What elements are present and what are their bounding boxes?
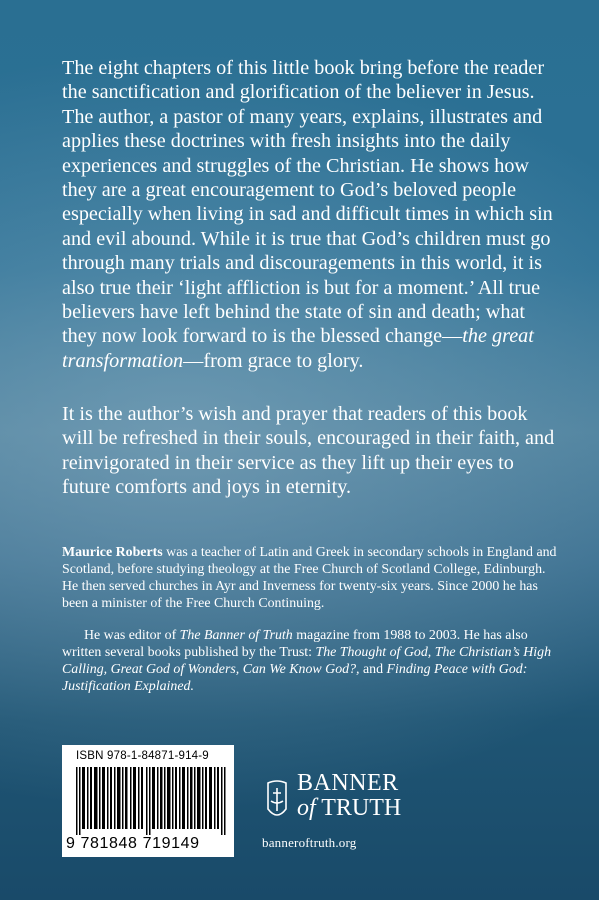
book-titles: The Thought of God, The Christian’s High Calling, Great God of Wonders, Can We Know God?,: [62, 645, 552, 677]
author-bio-text: He was editor of: [84, 628, 180, 643]
publisher-website: banneroftruth.org: [262, 835, 357, 850]
author-bio-paragraph-1: [62, 544, 562, 612]
blurb-paragraph-2: It is the author’s wish and prayer that readers of this book will be refreshed in their souls, encouraged in their faith, and reinvigorated in their service as they lift up their eyes to future comforts and joys in eternity.: [62, 403, 555, 499]
barcode-icon: [76, 767, 226, 835]
barcode-number: 9 781848 719149: [66, 835, 200, 852]
publisher-name-line2: [297, 795, 401, 821]
publisher-name-line1: BANNER: [297, 770, 399, 796]
blurb-paragraph-1: [62, 56, 562, 373]
banner-of-truth-emblem-icon: [262, 779, 292, 823]
magazine-title: The Banner of Truth: [179, 628, 293, 643]
book-title-last: Finding Peace with God: Justification Explained.: [62, 662, 528, 694]
author-bio-paragraph-2: [62, 627, 562, 695]
author-bio-text: magazine from 1988 to 2003. He has also written several books published by the Trust:: [62, 628, 528, 660]
barcode-box: [62, 745, 234, 857]
author-name: Maurice Roberts: [62, 545, 163, 560]
publisher-of: of: [297, 795, 316, 821]
author-bio-text: was a teacher of Latin and Greek in secondary schools in England and Scotland, before studying theology at the Free Church of Scotland College, Edinburgh. He then served churches in Ayr and Inverness for twenty-six years. Since 2000 he has been a minister of the Free Church Continuing.: [62, 545, 557, 611]
blurb-emphasis: the great transformation: [62, 325, 534, 372]
blurb-text: The eight chapters of this little book bring before the reader the sanctification and glorification of the believer in Jesus. The author, a pastor of many years, explains, illustrates and applies these doctrines with fresh insights into the daily experiences and struggles of the Christian. He shows how they are a great encouragement to God’s beloved people especially when living in sad and difficult times in which sin and evil abound. While it is true that God’s children must go through many trials and discouragements in this world, it is also true their ‘light affliction is but for a moment.’ All true believers have left behind the state of sin and death; what they now look forward to is the blessed change—: [62, 57, 553, 348]
isbn-label: ISBN 978-1-84871-914-9: [76, 750, 209, 762]
author-bio-text: and: [359, 662, 387, 677]
publisher-truth: TRUTH: [315, 795, 402, 821]
blurb-text-end: —from grace to glory.: [183, 349, 364, 372]
